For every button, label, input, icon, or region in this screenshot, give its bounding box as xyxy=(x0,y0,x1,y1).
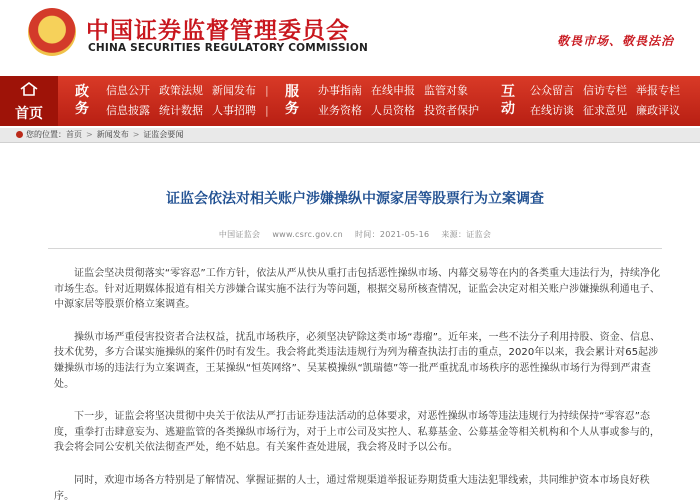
nav-separator: | xyxy=(265,84,269,97)
nav-link-report[interactable]: 举报专栏 xyxy=(636,84,680,97)
meta-source: 来源：证监会 xyxy=(441,230,492,239)
nav-home-button[interactable] xyxy=(0,76,58,126)
nav-link-online-interview[interactable]: 在线访谈 xyxy=(530,104,574,117)
nav-link-petition[interactable]: 信访专栏 xyxy=(583,84,627,97)
article-paragraph: 下一步，证监会将坚决贯彻中央关于依法从严打击证券违法活动的总体要求，对恶性操纵市场等违法违规行为持续保持“零容忍”态度，重拳打击肆意妄为、逃避监管的各类操纵市场行为，对于上市公司及实控人、私募基金、公募基金等相关机构和个人从事或参与的，我会将会同公安机关依法彻查严处，绝不姑息。有关案件查处进展，我会将及时予以公布。 xyxy=(54,411,660,454)
nav-home-label: 首页 xyxy=(15,106,43,122)
nav-link-info-public[interactable]: 信息公开 xyxy=(106,84,150,97)
meta-site: 中国证监会 xyxy=(218,230,261,239)
nav-section-zhengwu: 政务 xyxy=(75,84,89,117)
slogan: 敬畏市场、敬畏法治 xyxy=(556,34,674,48)
nav-link-integrity-review[interactable]: 廉政评议 xyxy=(636,104,680,117)
article-paragraph: 操纵市场严重侵害投资者合法权益，扰乱市场秩序，必须坚决铲除这类市场“毒瘤”。近年来，一些不法分子利用持股、资金、信息、技术优势，多方合谋实施操纵的案件仍时有发生。我会将此类违法违规行为列为稽查执法打击的重点，2020年以来，我会累计对65起涉嫌操纵市场的违法行为立案调查，王某操纵“恒英网络”、吴某模操纵“凯瑞德”等一批严重扰乱市场秩序的恶性操纵市场行为得到严肃查处。 xyxy=(54,331,661,390)
article-paragraph: 同时，欢迎市场各方特别是了解情况、掌握证据的人士，通过常规渠道举报证券期货重大违法犯罪线索，共同维护资本市场良好秩序。 xyxy=(54,474,650,502)
nav-link-recruitment[interactable]: 人事招聘 xyxy=(212,104,256,117)
breadcrumb-prefix: 您的位置： xyxy=(26,130,66,139)
article-paragraph: 证监会坚决贯彻落实“零容忍”工作方针，依法从严从快从重打击包括恶性操纵市场、内幕交易等在内的各类重大违法行为，持续净化市场生态。针对近期媒体报道有相关方涉嫌合谋实施不法行为等问题，根据交易所核查情况，证监会决定对相关账户涉嫌操纵利通电子、中源家居等股票价格立案调查。 xyxy=(54,268,661,311)
nav-link-policy[interactable]: 政策法规 xyxy=(159,84,203,97)
national-emblem-icon: ★ xyxy=(28,8,76,56)
main-nav xyxy=(0,76,700,126)
nav-link-public-message[interactable]: 公众留言 xyxy=(530,84,574,97)
nav-link-regulated-entities[interactable]: 监管对象 xyxy=(424,84,468,97)
breadcrumb-separator: > xyxy=(86,130,93,139)
nav-link-personnel-qualification[interactable]: 人员资格 xyxy=(371,104,415,117)
nav-group-fuwu xyxy=(318,81,488,121)
nav-group-hudong xyxy=(530,81,689,121)
nav-link-news[interactable]: 新闻发布 xyxy=(212,84,256,97)
breadcrumb-separator: > xyxy=(132,130,140,139)
breadcrumb-home[interactable]: 首页 xyxy=(66,130,82,139)
article-title: 证监会依法对相关账户涉嫌操纵中源家居等股票行为立案调查 xyxy=(166,191,544,207)
nav-section-hudong: 互动 xyxy=(501,84,515,117)
org-name-cn[interactable]: 中国证券监督管理委员会 xyxy=(86,17,350,44)
nav-link-online-filing[interactable]: 在线申报 xyxy=(371,84,415,97)
article-meta xyxy=(48,229,662,240)
nav-link-business-qualification[interactable]: 业务资格 xyxy=(318,104,362,117)
breadcrumb xyxy=(0,128,700,143)
meta-url[interactable]: www.csrc.gov.cn xyxy=(272,230,343,239)
home-icon xyxy=(20,82,38,96)
divider xyxy=(48,248,662,249)
nav-group-zhengwu xyxy=(106,81,269,121)
location-dot-icon xyxy=(16,131,23,138)
nav-link-guide[interactable]: 办事指南 xyxy=(318,84,362,97)
article xyxy=(48,142,662,504)
nav-section-fuwu: 服务 xyxy=(285,84,299,117)
nav-link-disclosure[interactable]: 信息披露 xyxy=(106,104,150,117)
org-name-en: CHINA SECURITIES REGULATORY COMMISSION xyxy=(88,42,368,54)
meta-date: 时间：2021-05-16 xyxy=(354,230,430,239)
breadcrumb-csrc-news[interactable]: 证监会要闻 xyxy=(143,130,184,139)
nav-separator: | xyxy=(265,104,269,117)
nav-link-statistics[interactable]: 统计数据 xyxy=(159,104,203,117)
nav-link-investor-protection[interactable]: 投资者保护 xyxy=(424,104,479,117)
site-header xyxy=(0,0,700,76)
breadcrumb-news[interactable]: 新闻发布 xyxy=(96,130,129,139)
nav-link-consultation[interactable]: 征求意见 xyxy=(583,104,627,117)
